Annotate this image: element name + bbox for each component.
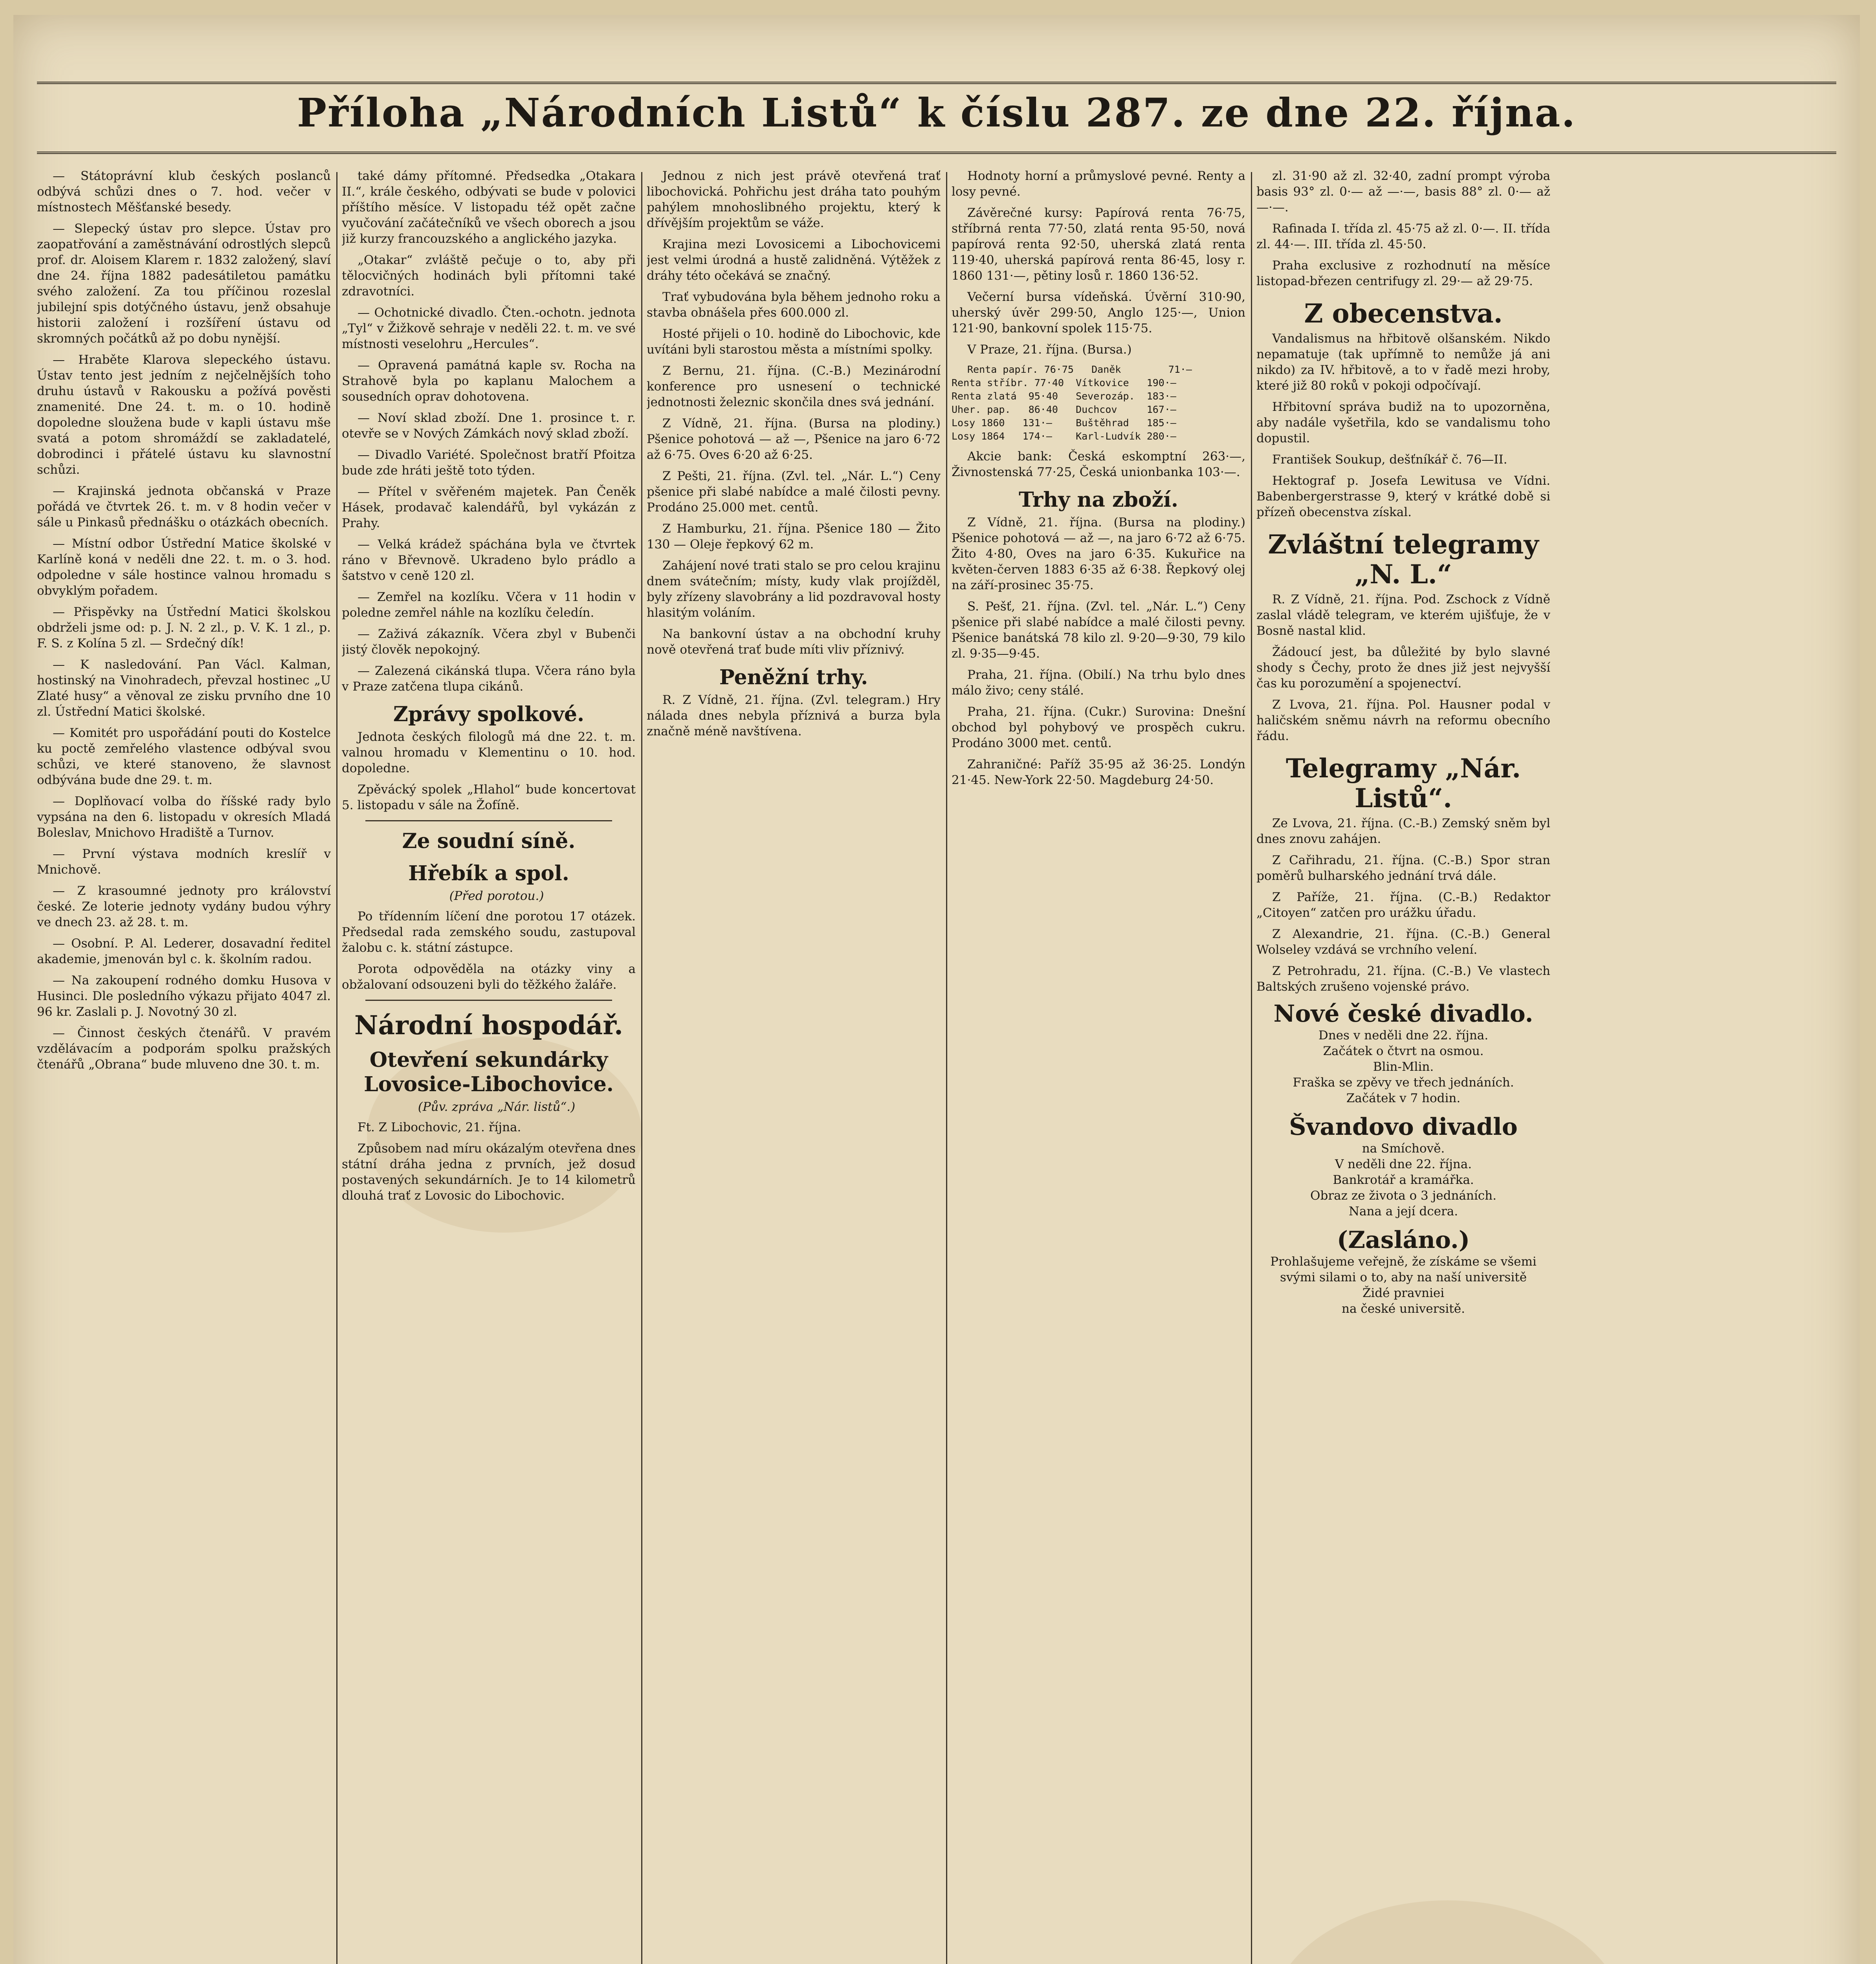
section-heading: Zvláštní telegramy „N. L.“	[1268, 529, 1539, 590]
article-paragraph: Zahájení nové trati stalo se pro celou krajinu dnem svátečním; místy, kudy vlak projížděl, byly zřízeny slavobrány a lid pozdravoval hosty hlasitým voláním.	[647, 559, 941, 620]
article-paragraph: — Z krasoumné jednoty pro království české. Ze loterie jednoty vydány budou výhry ve dnech 23. až 28. t. m.	[37, 884, 331, 929]
article-paragraph: Závěrečné kursy: Papírová renta 76·75, stříbrná renta 77·50, zlatá renta 95·50, nová papírová renta 92·50, uherská zlatá renta 119·40, uherská papírová renta 86·45, losy r. 1860 131·—, pětiny losů r. 1860 136·52.	[952, 206, 1245, 283]
column-divider	[1251, 172, 1252, 1964]
ad-line: Nana a její dcera.	[1348, 1204, 1458, 1218]
article-paragraph: Z Pešti, 21. října. (Zvl. tel. „Nár. L.“) Ceny pšenice při slabé nabídce a malé čilosti pevny. Prodáno 25.000 met. centů.	[647, 469, 941, 515]
article-paragraph: — Činnost českých čtenářů. V pravém vzdělávacím a podporám spolku pražských čtenářů „Obrana“ bude mluveno dne 30. t. m.	[37, 1026, 331, 1072]
section-heading: Národní hospodář.	[354, 1010, 623, 1041]
article-heading: Ze soudní síně.	[402, 829, 576, 853]
article-heading: Peněžní trhy.	[719, 665, 868, 689]
section-rule	[365, 820, 612, 821]
article-paragraph: — Zalezená cikánská tlupa. Včera ráno byla v Praze zatčena tlupa cikánů.	[342, 664, 636, 694]
column-4	[952, 168, 1245, 1964]
ad-line: Začátek o čtvrt na osmou.	[1323, 1044, 1484, 1058]
ad-line: Fraška se zpěvy ve třech jednáních.	[1293, 1075, 1514, 1090]
article-paragraph: — Na zakoupení rodného domku Husova v Husinci. Dle posledního výkazu přijato 4047 zl. 96 kr. Zaslali p. J. Novotný 30 zl.	[37, 973, 331, 1019]
article-paragraph: — Osobní. P. Al. Lederer, dosavadní ředitel akademie, jmenován byl c. k. školním radou.	[37, 936, 331, 966]
article-heading: Trhy na zboží.	[1019, 488, 1178, 512]
newspaper-page	[13, 15, 1860, 1964]
article-subtitle: (Před porotou.)	[449, 889, 544, 903]
ad-heading: Švandovo divadlo	[1289, 1113, 1518, 1141]
article-paragraph: zl. 31·90 až zl. 32·40, zadní prompt výroba basis 93° zl. 0·— až —·—, basis 88° zl. 0·— až —·—.	[1256, 169, 1550, 214]
article-paragraph: — Komitét pro uspořádání pouti do Kostelce ku poctě zemřelého vlastence odbýval svou schůzi, ve které stanoveno, že slavnost odbývána bude dne 29. t. m.	[37, 726, 331, 787]
article-paragraph: Akcie bank: Česká eskomptní 263·—, Živnostenská 77·25, Česká unionbanka 103·—.	[952, 449, 1245, 479]
article-paragraph: Způsobem nad míru okázalým otevřena dnes státní dráha jedna z prvních, jež dosud postavených sekundárních. Je to 14 kilometrů dlouhá trať z Lovosic do Libochovic.	[342, 1141, 636, 1203]
article-paragraph: Hřbitovní správa budiž na to upozorněna, aby nadále vyšetřila, kdo se vandalismu toho dopustil.	[1256, 400, 1550, 445]
ad-line: na Smíchově.	[1362, 1141, 1445, 1156]
advertisement	[1256, 1226, 1550, 1317]
article-paragraph: Hosté přijeli o 10. hodině do Libochovic, kde uvítáni byli starostou města a místními spolky.	[647, 327, 941, 357]
article-paragraph: Z Vídně, 21. října. (Bursa na plodiny.) Pšenice pohotová — až —, Pšenice na jaro 6·72 až 6·75. Oves 6·20 až 6·25.	[647, 416, 941, 462]
article-paragraph: — Přispěvky na Ústřední Matici školskou obdrželi jsme od: p. J. N. 2 zl., p. V. K. 1 zl., p. F. S. z Kolína 5 zl. — Srdečný dík!	[37, 605, 331, 650]
article-paragraph: „Otakar“ zvláště pečuje o to, aby při tělocvičných hodinách byli přítomni také zdravotníci.	[342, 253, 636, 299]
article-heading: Otevření sekundárky Lovosice-Libochovice.	[364, 1048, 614, 1096]
article-paragraph: František Soukup, dešťníkář č. 76—II.	[1272, 453, 1507, 467]
article-paragraph: Hodnoty horní a průmyslové pevné. Renty a losy pevné.	[952, 169, 1245, 199]
article-paragraph: — Krajinská jednota občanská v Praze pořádá ve čtvrtek 26. t. m. v 8 hodin večer v sále u Pinkasů přednášku o otázkách obecních.	[37, 484, 331, 529]
article-paragraph: Krajina mezi Lovosicemi a Libochovicemi jest velmi úrodná a hustě zalidněná. Výtěžek z dráhy této očekává se značný.	[647, 237, 941, 283]
masthead-title: Příloha „Národních Listů“ k číslu 287. ze dne 22. října.	[297, 90, 1577, 136]
ad-heading: Nové české divadlo.	[1273, 1000, 1533, 1028]
advertisement	[1256, 1000, 1550, 1106]
column-divider	[641, 172, 642, 1964]
ad-heading: (Zasláno.)	[1337, 1226, 1470, 1254]
article-paragraph: Praha, 21. října. (Obilí.) Na trhu bylo dnes málo živo; ceny stálé.	[952, 668, 1245, 698]
article-heading: Zprávy spolkové.	[393, 702, 585, 726]
article-subtitle: (Pův. zpráva „Nár. listů“.)	[418, 1100, 576, 1114]
masthead-rule-top	[37, 82, 1836, 84]
article-paragraph: — Velká krádež spáchána byla ve čtvrtek ráno v Břevnově. Ukradeno bylo prádlo a šatstvo v ceně 120 zl.	[342, 537, 636, 583]
column-divider	[336, 172, 337, 1964]
article-paragraph: — Státoprávní klub českých poslanců odbývá schůzi dnes o 7. hod. večer v místnostech Měšťanské besedy.	[37, 169, 331, 214]
article-paragraph: — Noví sklad zboží. Dne 1. prosince t. r. otevře se v Nových Zámkách nový sklad zboží.	[342, 411, 636, 441]
article-paragraph: — Opravená památná kaple sv. Rocha na Strahově byla po kaplanu Malochem a sousedních oprav dohotovena.	[342, 358, 636, 404]
article-paragraph: Porota odpověděla na otázky viny a obžalovaní odsouzeni byli do těžkého žaláře.	[342, 962, 636, 992]
masthead-rule-bottom	[37, 152, 1836, 154]
ad-line: na české universitě.	[1342, 1302, 1465, 1316]
article-paragraph: — Přítel v svěřeném majetek. Pan Čeněk Hásek, prodavač kalendářů, byl vykázán z Prahy.	[342, 485, 636, 530]
article-paragraph: Z Cařihradu, 21. října. (C.-B.) Spor stran poměrů bulharského jednání trvá dále.	[1256, 853, 1550, 883]
article-paragraph: Praha exclusive z rozhodnutí na měsíce listopad-březen centrifugy zl. 29·— až 29·75.	[1256, 258, 1550, 288]
section-rule	[365, 1000, 612, 1001]
article-paragraph: Z Paříže, 21. října. (C.-B.) Redaktor „Citoyen“ zatčen pro urážku úřadu.	[1256, 890, 1550, 920]
article-paragraph: R. Z Vídně, 21. října. (Zvl. telegram.) Hry nálada dnes nebyla příznivá a burza byla značně méně navštívena.	[647, 693, 941, 738]
article-heading: Hřebík a spol.	[408, 861, 569, 885]
ad-line: Prohlašujeme veřejně, že získáme se všemi svými silami o to, aby na naší universitě	[1270, 1255, 1537, 1284]
article-paragraph: Ze Lvova, 21. října. (C.-B.) Zemský sněm byl dnes znovu zahájen.	[1256, 816, 1550, 846]
article-paragraph: — Slepecký ústav pro slepce. Ústav pro zaopatřování a zaměstnávání odrostlých slepců prof. dr. Aloisem Klarem r. 1832 založený, slaví dne 24. října 1882 padesátiletou památku svého založení. Za tou příčinou rozeslal jubilejní spis dotýčného ústavu, jenž obsahuje historii založení i rozšíření ústavu od skromných počátků až po dobu nynější.	[37, 222, 331, 346]
article-paragraph: Vandalismus na hřbitově olšanském. Nikdo nepamatuje (tak upřímně to nemůže já ani nikdo) za IV. hřbitově, a to v řadě mezi hroby, které již 80 roků v pokoji odpočívají.	[1256, 332, 1550, 393]
section-heading: Z obecenstva.	[1304, 298, 1503, 329]
article-paragraph: Trať vybudována byla během jednoho roku a stavba obnášela přes 600.000 zl.	[647, 290, 941, 320]
column-3	[647, 168, 941, 1964]
section-heading: Telegramy „Nár. Listů“.	[1286, 753, 1521, 813]
article-paragraph: — Divadlo Variété. Společnost bratří Pfoitza bude zde hráti ještě toto týden.	[342, 448, 636, 478]
article-paragraph: Z Alexandrie, 21. října. (C.-B.) General Wolseley vzdává se vrchního velení.	[1256, 927, 1550, 957]
article-paragraph: Z Petrohradu, 21. října. (C.-B.) Ve vlastech Baltských zrušeno vojenské právo.	[1256, 964, 1550, 994]
column-2	[342, 168, 636, 1964]
article-paragraph: Jednota českých filologů má dne 22. t. m. valnou hromadu v Klementinu o 10. hod. dopoledne.	[342, 730, 636, 775]
article-paragraph: Rafinada I. třída zl. 45·75 až zl. 0·—. II. třída zl. 44·—. III. třída zl. 45·50.	[1256, 222, 1550, 251]
article-paragraph: Z Vídně, 21. října. (Bursa na plodiny.) Pšenice pohotová — až —, na jaro 6·72 až 6·75. Žito 4·80, Oves na jaro 6·35. Kukuřice na květen-červen 1883 6·35 až 6·38. Řepkový olej na září-prosinec 35·75.	[952, 515, 1245, 592]
ad-line: Židé pravniei	[1362, 1286, 1445, 1300]
article-paragraph: Hektograf p. Josefa Lewitusa ve Vídni. Babenbergerstrasse 9, který v krátké době si přízeň obecenstva získal.	[1256, 474, 1550, 519]
quote-table: Renta papír. 76·75 Daněk 71·— Renta stříbr. 77·40 Vítkovice 190·— Renta zlatá 95·40 Severozáp. 183·— Uher. pap. 86·40 Duchcov 167·— Losy 1860 131·— Buštěhrad 185·— Losy 1864 174·— Karl-Ludvík 280·—	[952, 364, 1192, 442]
article-paragraph: Z Hamburku, 21. října. Pšenice 180 — Žito 130 — Oleje řepkový 62 m.	[647, 522, 941, 551]
article-paragraph: — Místní odbor Ústřední Matice školské v Karlíně koná v neděli dne 22. t. m. o 3. hod. odpoledne v sále hostince valnou hromadu s obvyklým pořadem.	[37, 537, 331, 598]
article-paragraph: — Hraběte Klarova slepeckého ústavu. Ústav tento jest jedním z nejčelnějších toho druhu ústavů v Rakousku a požívá pověsti znamenité. Dne 24. t. m. o 10. hodině dopoledne sloužena bude v kapli ústavu mše svatá a potom shromáždí se zakladatelé, dobrodinci i přátelé ústavu ku slavnostní schůzi.	[37, 353, 331, 477]
article-paragraph: S. Pešť, 21. října. (Zvl. tel. „Nár. L.“) Ceny pšenice při slabé nabídce a malé čilosti pevny. Pšenice banátská 78 kilo zl. 9·20—9·30, 79 kilo zl. 9·35—9·45.	[952, 599, 1245, 661]
ad-line: V neděli dne 22. října.	[1335, 1157, 1472, 1171]
column-5	[1256, 168, 1550, 1964]
article-paragraph: — Zaživá zákazník. Včera zbyl v Bubenči jistý člověk nepokojný.	[342, 627, 636, 657]
article-paragraph: Z Lvova, 21. října. Pol. Hausner podal v haličském sněmu návrh na reformu obecního řádu.	[1256, 698, 1550, 743]
article-paragraph: Večerní bursa vídeňská. Úvěrní 310·90, uherský úvěr 299·50, Anglo 125·—, Union 121·90, bankovní spolek 115·75.	[952, 290, 1245, 335]
column-1	[37, 168, 331, 1964]
ad-line: Dnes v neděli dne 22. října.	[1318, 1028, 1489, 1042]
article-paragraph: Zpěvácký spolek „Hlahol“ bude koncertovat 5. listopadu v sále na Žofíně.	[342, 782, 636, 812]
article-paragraph: také dámy přítomné. Předsedka „Otakara II.“, krále českého, odbývati se bude v polovici příštího měsíce. V listopadu též opět začne vyučování začátečníků ve všech oborech a jsou již kurzy francouzského a anglického jazyka.	[342, 169, 636, 246]
article-paragraph: — Doplňovací volba do říšské rady bylo vypsána na den 6. listopadu v okresích Mladá Boleslav, Mnichovo Hradiště a Turnov.	[37, 794, 331, 840]
article-paragraph: Ft. Z Libochovic, 21. října.	[358, 1120, 521, 1134]
article-paragraph: Praha, 21. října. (Cukr.) Surovina: Dnešní obchod byl pohybový ve prospěch cukru. Prodáno 3000 met. centů.	[952, 705, 1245, 750]
article-paragraph: Na bankovní ústav a na obchodní kruhy nově otevřená trať bude míti vliv příznivý.	[647, 627, 941, 657]
columns	[37, 168, 1836, 1964]
column-divider	[946, 172, 947, 1964]
article-paragraph: Po třídenním líčení dne porotou 17 otázek. Předsedal rada zemského soudu, zastupoval žalobu c. k. státní zástupce.	[342, 909, 636, 955]
article-paragraph: Žádoucí jest, ba důležité by bylo slavné shody s Čechy, proto že dnes již jest nejvyšší čas ku porozumění a spojenectví.	[1256, 645, 1550, 691]
article-paragraph: — První výstava modních kreslíř v Mnichově.	[37, 847, 331, 877]
article-paragraph: Jednou z nich jest právě otevřená trať libochovická. Pohřichu jest dráha tato pouhým pahýlem mnohoslibného projektu, který k dřívějším projektům se váže.	[647, 169, 941, 230]
advertisement	[1256, 1113, 1550, 1219]
article-paragraph: R. Z Vídně, 21. října. Pod. Zschock z Vídně zaslal vládě telegram, ve kterém ujišťuje, že v Bosně nastal klid.	[1256, 592, 1550, 638]
article-paragraph: — K nasledování. Pan Václ. Kalman, hostinský na Vinohradech, převzal hostinec „U Zlaté husy“ a věnoval ze zisku prvního dne 10 zl. Ústřední Matici školské.	[37, 658, 331, 719]
ad-line: Začátek v 7 hodin.	[1346, 1091, 1461, 1105]
ad-line: Blin-Mlin.	[1373, 1060, 1434, 1074]
article-paragraph: — Ochotnické divadlo. Čten.-ochotn. jednota „Tyl“ v Žižkově sehraje v neděli 22. t. m. ve své místnosti veselohru „Hercules“.	[342, 306, 636, 351]
article-paragraph: Z Bernu, 21. října. (C.-B.) Mezinárodní konference pro usnesení o technické jednotnosti železnic skončila dnes svá jednání.	[647, 364, 941, 409]
ad-line: Obraz ze života o 3 jednáních.	[1310, 1189, 1496, 1203]
article-paragraph: — Zemřel na kozlíku. Včera v 11 hodin v poledne zemřel náhle na kozlíku čeledín.	[342, 590, 636, 620]
article-paragraph: Zahraničné: Paříž 35·95 až 36·25. Londýn 21·45. New-York 22·50. Magdeburg 24·50.	[952, 757, 1245, 787]
ad-line: Bankrotář a kramářka.	[1333, 1173, 1474, 1187]
article-paragraph: V Praze, 21. října. (Bursa.)	[967, 343, 1132, 357]
